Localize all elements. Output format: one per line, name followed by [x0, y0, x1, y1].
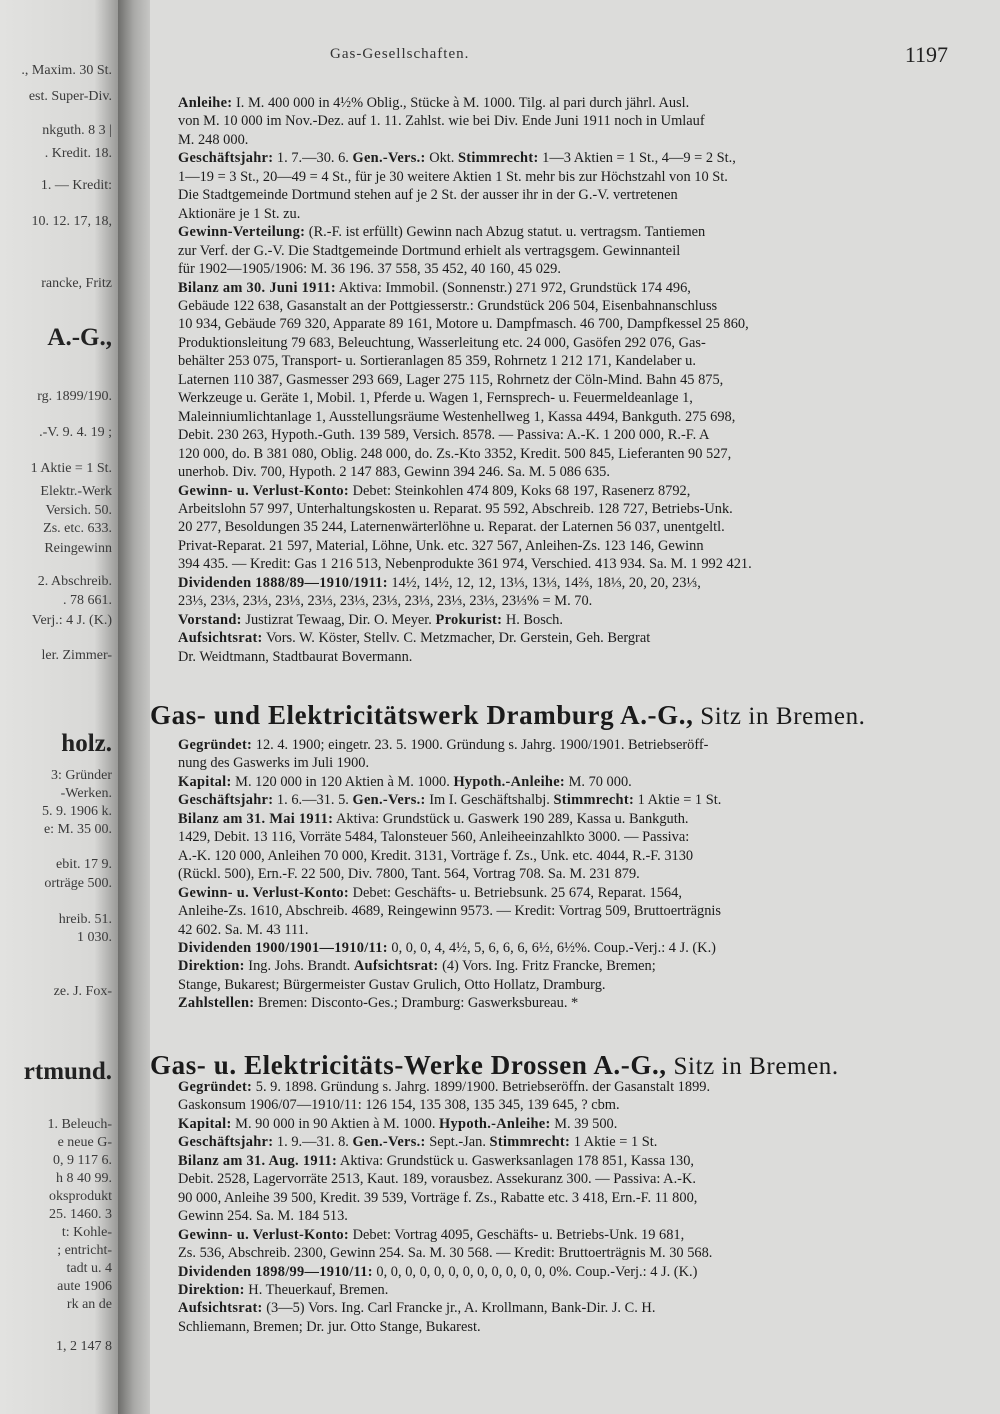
entry-line [178, 112, 940, 130]
field-value: Zs. 536, Abschreib. 2300, Gewinn 254. Sa. M. 30 568. — Kredit: Bruttoerträgnis M. 30 568. [178, 1245, 713, 1262]
field-label: Hypoth.-Anleihe: [453, 773, 565, 790]
adjacent-page-fragment: 2. Abschreib. [37, 574, 112, 589]
field-value: Okt. [425, 150, 458, 167]
adjacent-page-fragment: 1 Aktie = 1 St. [30, 461, 112, 476]
field-value: Aktiva: Immobil. (Sonnenstr.) 271 972, Grundstück 174 496, [335, 279, 691, 296]
field-value: Arbeitslohn 57 997, Unterhaltungskosten u. Reparat. 95 592, Abschreib. 128 727, Betriebs-Unk. [178, 500, 733, 517]
field-label: Geschäftsjahr: [178, 150, 274, 167]
field-label: Gewinn-Verteilung: [178, 224, 306, 241]
field-value: Gewinn 254. Sa. M. 184 513. [178, 1208, 348, 1225]
field-value: I. M. 400 000 in 4½% Oblig., Stücke à M. 1000. Tilg. al pari durch jährl. Ausl. [232, 95, 690, 111]
entry-line [178, 629, 940, 647]
field-value: Bremen: Disconto-Ges.; Dramburg: Gaswerksbureau. * [254, 995, 579, 1012]
field-value: Produktionsleitung 79 683, Beleuchtung, Wasserleitung etc. 24 000, Gasöfen 292 076, Gas- [178, 334, 706, 351]
entry-line [178, 223, 940, 241]
entry-line [178, 1318, 940, 1336]
field-value: 23⅓, 23⅓, 23⅓, 23⅓, 23⅓, 23⅓, 23⅓, 23⅓, 23⅓, 23⅓, 23⅓% = M. 70. [178, 593, 593, 610]
adjacent-page-fragment: orträge 500. [44, 876, 112, 891]
field-value: 1—3 Aktien = 1 St., 4—9 = 2 St., [538, 150, 736, 167]
entry-line [178, 773, 940, 791]
entry-line [178, 1152, 940, 1170]
adjacent-page-fragment: est. Super-Div. [28, 89, 112, 104]
field-value: 20 277, Besoldungen 35 244, Laternenwärterlöhne u. Reparat. der Laternen 56 037, unentgeltl. [178, 519, 725, 536]
field-label: Geschäftsjahr: [178, 1134, 274, 1151]
field-label: Zahlstellen: [178, 995, 255, 1012]
entry-line [178, 592, 940, 610]
field-label: Gen.-Vers.: [352, 150, 426, 167]
entry-line [178, 736, 940, 754]
entry-line [178, 976, 940, 994]
adjacent-page-fragment: e: M. 35 00. [43, 822, 112, 837]
entry-line [178, 994, 940, 1012]
field-label: Aufsichtsrat: [178, 1300, 263, 1317]
field-value: 394 435. — Kredit: Gas 1 216 513, Nebenprodukte 361 974, Verschied. 413 934. Sa. M. 1 992 421. [178, 556, 752, 573]
field-value: H. Theuerkauf, Bremen. [244, 1281, 389, 1298]
adjacent-page-fragment: ler. Zimmer- [41, 648, 112, 663]
field-label: Aufsichtsrat: [353, 958, 439, 975]
entry-line [178, 315, 940, 333]
adjacent-page-fragment: nkguth. 8 3 | [42, 123, 112, 138]
field-label: Gewinn- u. Verlust-Konto: [178, 1226, 350, 1243]
entry-line [178, 297, 940, 315]
entry-line [178, 648, 940, 666]
field-value: 5. 9. 1898. Gründung s. Jahrg. 1899/1900. Betriebseröffn. der Gasanstalt 1899. [252, 1079, 711, 1095]
field-value: Aktiva: Grundstück u. Gaswerksanlagen 178 851, Kassa 130, [337, 1152, 695, 1169]
adjacent-page-fragment: 0, 9 117 6. [53, 1153, 112, 1168]
field-value: Schliemann, Bremen; Dr. jur. Otto Stange, Bukarest. [178, 1318, 481, 1335]
adjacent-page-fragment: holz. [61, 730, 112, 757]
entry-line [178, 791, 940, 809]
entry-line [178, 168, 940, 186]
adjacent-page-fragment: ; entricht- [57, 1243, 112, 1258]
running-header: Gas-Gesellschaften. [330, 46, 470, 62]
field-value: Debet: Geschäfts- u. Betriebsunk. 25 674, Reparat. 1564, [349, 884, 682, 901]
entry-line [178, 1096, 940, 1114]
field-value: 0, 0, 0, 0, 0, 0, 0, 0, 0, 0, 0, 0, 0%. Coup.-Verj.: 4 J. (K.) [372, 1263, 698, 1280]
field-label: Gewinn- u. Verlust-Konto: [178, 884, 350, 901]
entry-line [178, 884, 940, 902]
field-value: von M. 10 000 im Nov.-Dez. auf 1. 11. Zahlst. wie bei Div. Ende Juni 1911 noch in Umlauf [178, 113, 705, 130]
adjacent-page-fragment: 5. 9. 1906 k. [42, 804, 112, 819]
entry-line [178, 939, 940, 957]
adjacent-page-fragment: Zs. etc. 633. [43, 521, 112, 536]
field-value: unerhob. Div. 700, Hypoth. 2 147 883, Gewinn 394 246. Sa. M. 5 086 635. [178, 464, 610, 481]
entry-line [178, 1281, 940, 1299]
entry-heading-dramburg [150, 700, 950, 731]
adjacent-page-fragment: ebit. 17 9. [56, 857, 112, 872]
adjacent-page-fragment: aute 1906 [57, 1279, 112, 1294]
field-label: Stimmrecht: [553, 792, 635, 809]
field-label: Direktion: [178, 958, 245, 975]
adjacent-page-fragment: 1 030. [77, 930, 112, 945]
field-value: M. 90 000 in 90 Aktien à M. 1000. [231, 1115, 440, 1132]
adjacent-page-fragment: 1, 2 147 8 [56, 1339, 112, 1354]
field-value: Debit. 230 263, Hypoth.-Guth. 139 589, Versich. 8578. — Passiva: A.-K. 1 200 000, R.-F. A [178, 427, 710, 444]
entry-dortmund-continued [178, 94, 940, 666]
entry-line [178, 500, 940, 518]
entry-line [178, 1133, 940, 1151]
field-value: A.-K. 120 000, Anleihen 70 000, Kredit. 3131, Vorträge f. Zs., Unk. etc. 4044, R.-F. 3130 [178, 847, 694, 864]
entry-line [178, 828, 940, 846]
entry-line [178, 1078, 940, 1096]
field-value: Gebäude 122 638, Gasanstalt an der Pottgiesserstr.: Grundstück 206 504, Eisenbahnanschluss [178, 297, 718, 314]
adjacent-page-left [0, 0, 118, 1414]
company-name: Gas- u. Elektricitäts-Werke Drossen A.-G., [150, 1050, 667, 1080]
entry-line [178, 334, 940, 352]
field-value: (4) Vors. Ing. Fritz Francke, Bremen; [438, 958, 656, 975]
field-value: Laternen 110 387, Gasmesser 293 669, Lager 275 115, Rohrnetz der Cöln-Mind. Bahn 45 875, [178, 371, 724, 388]
field-value: 1429, Debit. 13 116, Vorräte 5484, Talonsteuer 560, Anleiheeinzahlkto 3000. — Passiva: [178, 829, 690, 846]
entry-line [178, 754, 940, 772]
entry-line [178, 611, 940, 629]
field-value: 12. 4. 1900; eingetr. 23. 5. 1900. Gründung s. Jahrg. 1900/1901. Betriebseröff- [252, 737, 709, 753]
entry-line [178, 537, 940, 555]
entry-line [178, 1226, 940, 1244]
field-value: behälter 253 075, Transport- u. Sortieranlagen 85 359, Rohrnetz 1 212 171, Kandelaber u. [178, 353, 696, 370]
entry-line [178, 279, 940, 297]
adjacent-page-fragment: hreib. 51. [58, 912, 112, 927]
field-value: Die Stadtgemeinde Dortmund stehen auf je 2 St. der ausser ihr in der G.-V. vertretenen [178, 187, 678, 204]
entry-line [178, 260, 940, 278]
adjacent-page-fragment: 1. Beleuch- [47, 1117, 112, 1132]
field-label: Gegründet: [178, 1079, 253, 1095]
field-label: Gewinn- u. Verlust-Konto: [178, 482, 350, 499]
page-number: 1197 [904, 42, 948, 67]
field-label: Bilanz am 31. Mai 1911: [178, 810, 334, 827]
field-label: Dividenden 1900/1901—1910/11: [178, 939, 388, 956]
entry-line [178, 463, 940, 481]
adjacent-page-fragment: -Werken. [60, 786, 112, 801]
company-seat: Sitz in Bremen. [666, 1053, 839, 1080]
entry-line [178, 1170, 940, 1188]
entry-line [178, 242, 940, 260]
field-value: 10 934, Gebäude 769 320, Apparate 89 161, Motore u. Dampfmasch. 46 700, Dampfkessel 25 860, [178, 316, 749, 333]
entry-line [178, 389, 940, 407]
field-value: 1. 6.—31. 5. [273, 792, 353, 809]
entry-line [178, 555, 940, 573]
field-value: (R.-F. ist erfüllt) Gewinn nach Abzug statut. u. vertragsm. Tantiemen [305, 224, 706, 241]
field-value: 1 Aktie = 1 St. [570, 1134, 658, 1151]
field-label: Aufsichtsrat: [178, 630, 263, 647]
field-value: Ing. Johs. Brandt. [244, 958, 354, 975]
field-label: Gen.-Vers.: [352, 792, 426, 809]
adjacent-page-fragment: Elektr.-Werk [40, 484, 112, 499]
field-value: zur Verf. der G.-V. Die Stadtgemeinde Dortmund erhielt als vertragsgem. Gewinnanteil [178, 242, 681, 259]
adjacent-page-fragment: Versich. 50. [45, 503, 112, 518]
field-label: Bilanz am 31. Aug. 1911: [178, 1152, 338, 1169]
adjacent-page-fragment: rk an de [66, 1297, 112, 1312]
adjacent-page-fragment: rancke, Fritz [41, 276, 112, 291]
entry-line [178, 149, 940, 167]
entry-line [178, 426, 940, 444]
adjacent-page-fragment: 10. 12. 17, 18, [31, 214, 112, 229]
adjacent-page-fragment: A.-G., [47, 324, 112, 351]
entry-heading-drossen [150, 1050, 950, 1081]
entry-line [178, 1263, 940, 1281]
company-seat: Sitz in Bremen. [693, 703, 866, 730]
adjacent-page-fragment: 3: Gründer [50, 768, 112, 783]
field-label: Dividenden 1888/89—1910/1911: [178, 574, 388, 591]
adjacent-page-fragment: oksprodukt [49, 1189, 112, 1204]
field-value: M. 120 000 in 120 Aktien à M. 1000. [231, 773, 454, 790]
entry-line [178, 518, 940, 536]
entry-line [178, 1207, 940, 1225]
field-value: 0, 0, 0, 4, 4½, 5, 6, 6, 6, 6½, 6½%. Coup.-Verj.: 4 J. (K.) [387, 939, 716, 956]
entry-line [178, 574, 940, 592]
entry-line [178, 810, 940, 828]
field-label: Hypoth.-Anleihe: [439, 1115, 551, 1132]
field-label: Kapital: [178, 1115, 232, 1132]
entry-line [178, 921, 940, 939]
field-value: M. 70 000. [564, 773, 632, 790]
adjacent-page-fragment: . Kredit. 18. [44, 146, 112, 161]
adjacent-page-fragment: h 8 40 99. [56, 1171, 112, 1186]
field-value: Sept.-Jan. [425, 1134, 490, 1151]
entry-line [178, 445, 940, 463]
field-value: Anleihe-Zs. 1610, Abschreib. 4689, Reingewinn 9573. — Kredit: Vortrag 509, Bruttoerträgnis [178, 903, 722, 920]
adjacent-page-fragment: 1. — Kredit: [40, 178, 112, 193]
field-value: Privat-Reparat. 21 597, Material, Löhne, Unk. etc. 327 567, Anleihen-Zs. 123 146, Gewinn [178, 537, 704, 554]
adjacent-page-fragment: Reingewinn [44, 541, 112, 556]
adjacent-page-fragment: .-V. 9. 4. 19 ; [39, 425, 112, 440]
field-label: Stimmrecht: [457, 150, 539, 167]
field-value: 1 Aktie = 1 St. [634, 792, 722, 809]
adjacent-page-fragment: ze. J. Fox- [53, 984, 112, 999]
field-label: Geschäftsjahr: [178, 792, 274, 809]
adjacent-page-fragment: rtmund. [23, 1058, 112, 1085]
field-value: nung des Gaswerks im Juli 1900. [178, 755, 370, 772]
entry-line [178, 371, 940, 389]
field-value: 14½, 14½, 12, 12, 13⅓, 13⅓, 14⅔, 18⅓, 20, 20, 23⅓, [387, 574, 701, 591]
entry-line [178, 1189, 940, 1207]
adjacent-page-fragment: e neue G- [57, 1135, 112, 1150]
entry-line [178, 957, 940, 975]
field-label: Dividenden 1898/99—1910/11: [178, 1263, 373, 1280]
entry-line [178, 352, 940, 370]
entry-line [178, 482, 940, 500]
field-value: Vors. W. Köster, Stellv. C. Metzmacher, Dr. Gerstein, Geh. Bergrat [262, 630, 651, 647]
field-value: Werkzeuge u. Geräte 1, Mobil. 1, Pferde u. Wagen 1, Fernsprech- u. Feuermeldeanlage 1, [178, 390, 693, 407]
company-name: Gas- und Elektricitätswerk Dramburg A.-G., [150, 700, 694, 730]
field-value: Im I. Geschäftshalbj. [425, 792, 554, 809]
field-value: Stange, Bukarest; Bürgermeister Gustav Grulich, Otto Hollatz, Dramburg. [178, 976, 606, 993]
field-label: Direktion: [178, 1281, 245, 1298]
field-label: Anleihe: [178, 95, 233, 111]
adjacent-page-fragment: rg. 1899/190. [37, 389, 112, 404]
entry-line [178, 1244, 940, 1262]
field-label: Gen.-Vers.: [352, 1134, 426, 1151]
field-value: Justizrat Tewaag, Dir. O. Meyer. [241, 611, 436, 628]
field-value: Debet: Steinkohlen 474 809, Koks 68 197, Rasenerz 8792, [349, 482, 691, 499]
field-value: 120 000, do. B 381 080, Oblig. 248 000, do. Zs.-Kto 3352, Kredit. 500 845, Lieferanten 90 527, [178, 445, 732, 462]
field-value: 1—19 = 3 St., 20—49 = 4 St., für je 30 weitere Aktien 1 St. mehr bis zur Höchstzahl von 10 St. [178, 168, 728, 185]
adjacent-page-fragment: tadt u. 4 [66, 1261, 112, 1276]
adjacent-page-fragment: Verj.: 4 J. (K.) [31, 613, 112, 628]
field-value: Debit. 2528, Lagervorräte 2513, Kaut. 189, vorausbez. Assekuranz 300. — Passiva: A.-K. [178, 1171, 696, 1188]
field-value: Aktionäre je 1 St. zu. [178, 205, 301, 222]
field-value: für 1902—1905/1906: M. 36 196. 37 558, 35 452, 40 160, 45 029. [178, 261, 561, 278]
field-label: Kapital: [178, 773, 232, 790]
field-label: Vorstand: [178, 611, 242, 628]
field-value: M. 248 000. [178, 131, 249, 148]
entry-line [178, 902, 940, 920]
entry-line [178, 865, 940, 883]
field-label: Bilanz am 30. Juni 1911: [178, 279, 336, 296]
field-value: (Rückl. 500), Ern.-F. 22 500, Div. 7800, Tant. 564, Vortrag 708. Sa. M. 231 879. [178, 866, 640, 883]
entry-line [178, 131, 940, 149]
adjacent-page-fragment: t: Kohle- [61, 1225, 112, 1240]
field-value: Aktiva: Grundstück u. Gaswerk 190 289, Kassa u. Bankguth. [333, 810, 689, 827]
field-label: Prokurist: [435, 611, 503, 628]
entry-dramburg [178, 736, 940, 1013]
field-value: Maleinniumlichtanlage 1, Ausstellungsräume Westenhellweg 1, Kassa 4494, Bankguth. 275 698, [178, 408, 736, 425]
entry-line [178, 847, 940, 865]
field-value: Debet: Vortrag 4095, Geschäfts- u. Betriebs-Unk. 19 681, [349, 1226, 685, 1243]
adjacent-page-fragment: 25. 1460. 3 [49, 1207, 112, 1222]
field-value: 90 000, Anleihe 39 500, Kredit. 39 539, Vorträge f. Zs., Rabatte etc. 3 418, Ern.-F. 11 800, [178, 1189, 698, 1206]
field-label: Gegründet: [178, 737, 253, 753]
adjacent-page-fragment: . 78 661. [63, 593, 112, 608]
entry-line [178, 1299, 940, 1317]
entry-line [178, 408, 940, 426]
field-value: (3—5) Vors. Ing. Carl Francke jr., A. Krollmann, Bank-Dir. J. C. H. [262, 1300, 656, 1317]
field-value: Gaskonsum 1906/07—1910/11: 126 154, 135 308, 135 345, 139 645, ? cbm. [178, 1097, 620, 1114]
field-value: Dr. Weidtmann, Stadtbaurat Bovermann. [178, 648, 413, 665]
adjacent-page-fragment: ., Maxim. 30 St. [21, 63, 112, 78]
field-value: 42 602. Sa. M. 43 111. [178, 921, 309, 938]
field-value: M. 39 500. [550, 1115, 618, 1132]
entry-line [178, 205, 940, 223]
entry-line [178, 1115, 940, 1133]
entry-line [178, 94, 940, 112]
field-label: Stimmrecht: [489, 1134, 571, 1151]
entry-line [178, 186, 940, 204]
field-value: 1. 9.—31. 8. [273, 1134, 353, 1151]
field-value: 1. 7.—30. 6. [273, 150, 353, 167]
entry-drossen [178, 1078, 940, 1336]
field-value: H. Bosch. [502, 611, 563, 628]
